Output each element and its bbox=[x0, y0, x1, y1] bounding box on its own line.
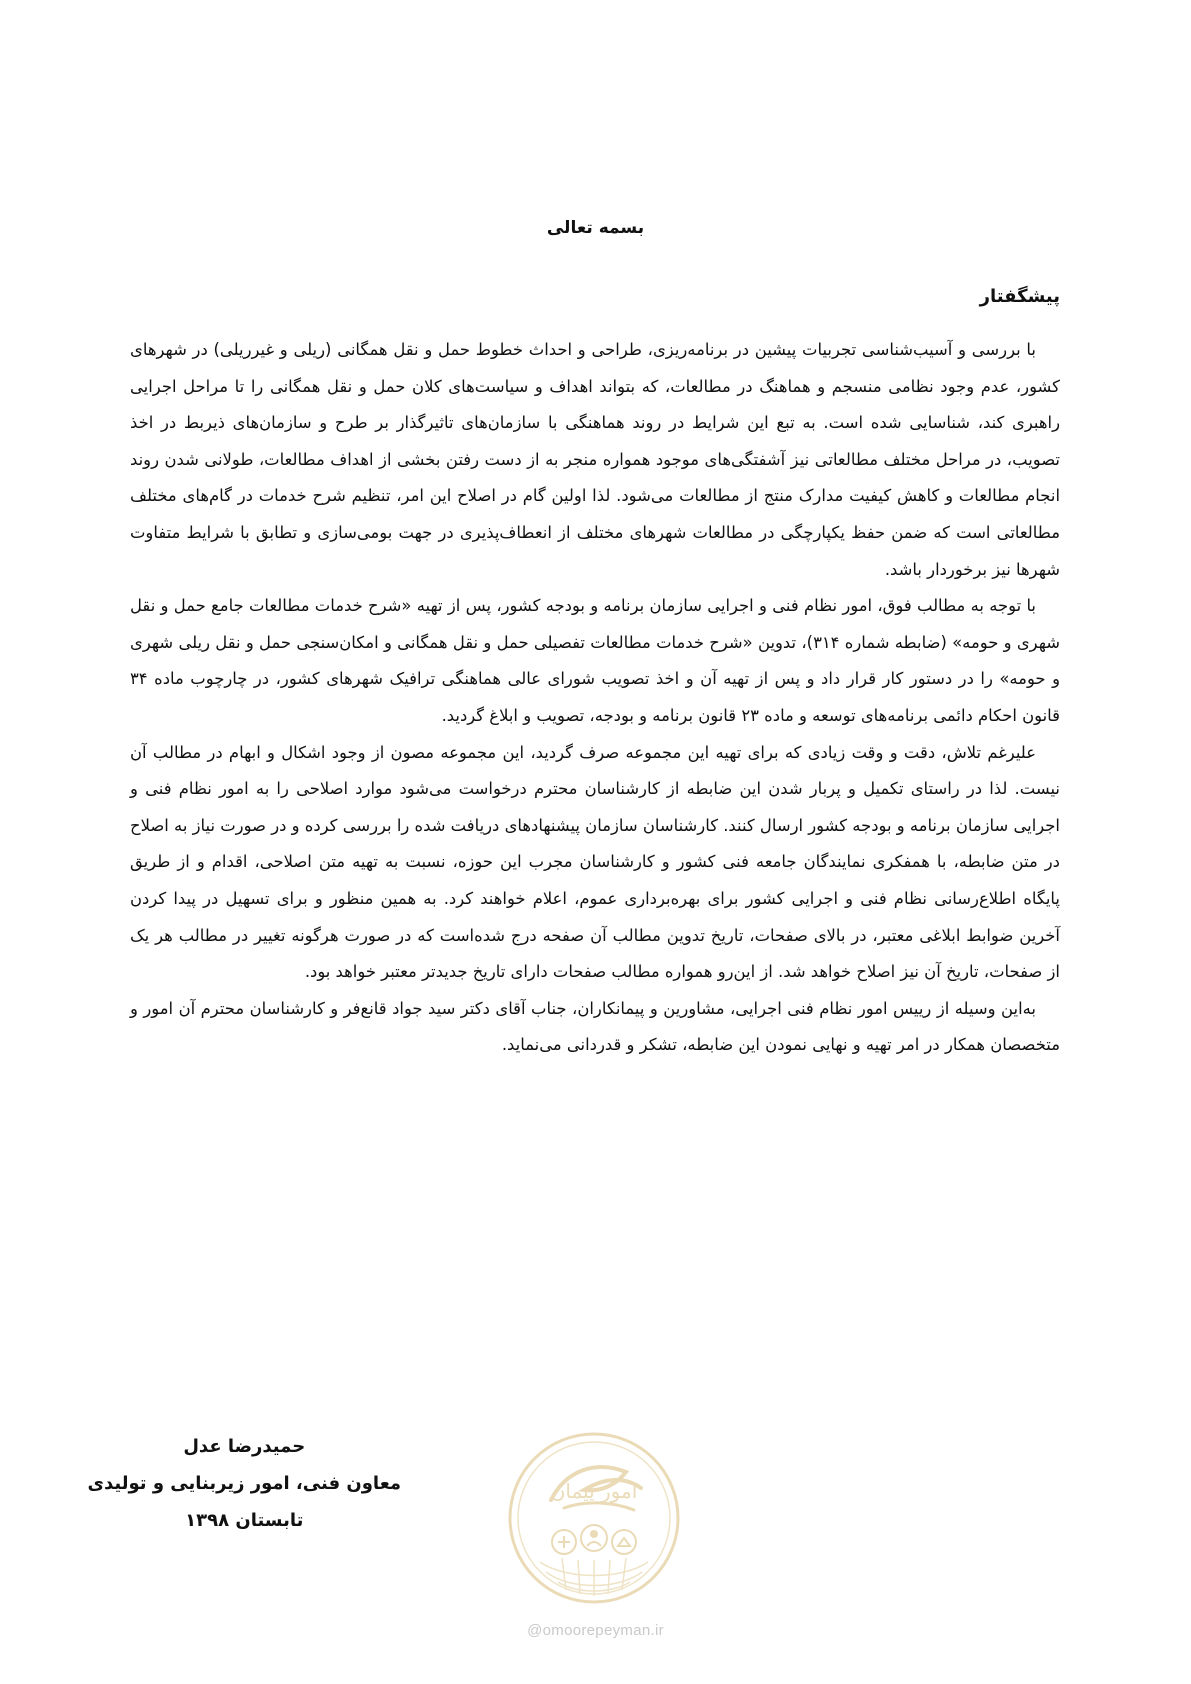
seal-logo-text: امور پیمان bbox=[550, 1479, 638, 1503]
watermark-seal-icon bbox=[506, 1430, 682, 1606]
basmala: بسمه تعالی bbox=[546, 218, 645, 238]
paragraph: با بررسی و آسیب‌شناسی تجربیات پیشین در برنامه‌ریزی، طراحی و احداث خطوط حمل و نقل همگانی (ریلی و غیرریلی) در شهرهای کشور، عدم وجود نظامی منسجم و هماهنگ در مطالعات، که بتواند اهداف و سیاست‌های کلان حمل و نقل همگانی را تا مراحل اجرایی راهبری کند، شناسایی شده است. به تبع این شرایط در روند هماهنگی با سازمان‌های تاثیرگذار بر طرح و سازمان‌های ذیربط در اخذ تصویب، در مراحل مختلف مطالعاتی نیز آشفتگی‌های موجود همواره منجر به از دست رفتن بخشی از اهداف مطالعات، طولانی شدن روند انجام مطالعات و کاهش کیفیت مدارک منتج از مطالعات می‌شود. لذا اولین گام در اصلاح این امر، تنظیم شرح خدمات در گام‌های مختلف مطالعاتی است که ضمن حفظ یکپارچگی در مطالعات شهرهای مختلف از انعطاف‌پذیری در جهت بومی‌سازی و تطابق با شرایط متفاوت شهرها نیز برخوردار باشد. bbox=[130, 340, 1060, 579]
signature-block bbox=[88, 1428, 401, 1539]
preface-body bbox=[130, 332, 1060, 1064]
signer-position: معاون فنی، امور زیربنایی و تولیدی bbox=[87, 1473, 401, 1494]
paragraph: به‌این وسیله از رییس امور نظام فنی اجرایی، مشاورین و پیمانکاران، جناب آقای دکتر سید جواد قانع‌فر و کارشناسان محترم آن امور و متخصصان همکار در امر تهیه و نهایی نمودن این ضابطه، تشکر و قدردانی می‌نماید. bbox=[130, 998, 1060, 1055]
watermark-site: @omoorepeyman.ir bbox=[527, 1622, 664, 1639]
signer-name: حمیدرضا عدل bbox=[183, 1436, 306, 1457]
preface-heading: پیشگفتار bbox=[979, 286, 1060, 307]
signature-date: تابستان ۱۳۹۸ bbox=[185, 1510, 304, 1531]
paragraph: با توجه به مطالب فوق، امور نظام فنی و اجرایی سازمان برنامه و بودجه کشور، پس از تهیه «شرح خدمات مطالعات جامع حمل و نقل شهری و حومه» (ضابطه شماره ۳۱۴)، تدوین «شرح خدمات مطالعات تفصیلی حمل و نقل همگانی و امکان‌سنجی حمل و نقل ریلی شهری و حومه» را در دستور کار قرار داد و پس از تهیه آن و اخذ تصویب شورای عالی هماهنگی ترافیک شهرهای کشور، در چارچوب ماده ۳۴ قانون احکام دائمی برنامه‌های توسعه و ماده ۲۳ قانون برنامه و بودجه، تصویب و ابلاغ گردید. bbox=[130, 596, 1060, 725]
paragraph: علیرغم تلاش، دقت و وقت زیادی که برای تهیه این مجموعه صرف گردید، این مجموعه مصون از وجود اشکال و ابهام در مطالب آن نیست. لذا در راستای تکمیل و پربار شدن این ضابطه از کارشناسان محترم درخواست می‌شود موارد اصلاحی را به امور نظام فنی و اجرایی سازمان برنامه و بودجه کشور ارسال کنند. کارشناسان سازمان پیشنهادهای دریافت شده را بررسی کرده و در صورت نیاز به اصلاح در متن ضابطه، با همفکری نمایندگان جامعه فنی کشور و کارشناسان مجرب این حوزه، نسبت به تهیه متن اصلاحی، اقدام و از طریق پایگاه اطلاع‌رسانی نظام فنی و اجرایی کشور برای بهره‌برداری عموم، اعلام خواهند کرد. به همین منظور و برای تسهیل در پیدا کردن آخرین ضوابط ابلاغی معتبر، در بالای صفحات، تاریخ تدوین مطالب آن صفحه درج شده‌است که در صورت هرگونه تغییر در مطالب هر یک از صفحات، تاریخ آن نیز اصلاح خواهد شد. از این‌رو همواره مطالب صفحات دارای تاریخ جدیدتر معتبر خواهد بود. bbox=[130, 742, 1060, 982]
